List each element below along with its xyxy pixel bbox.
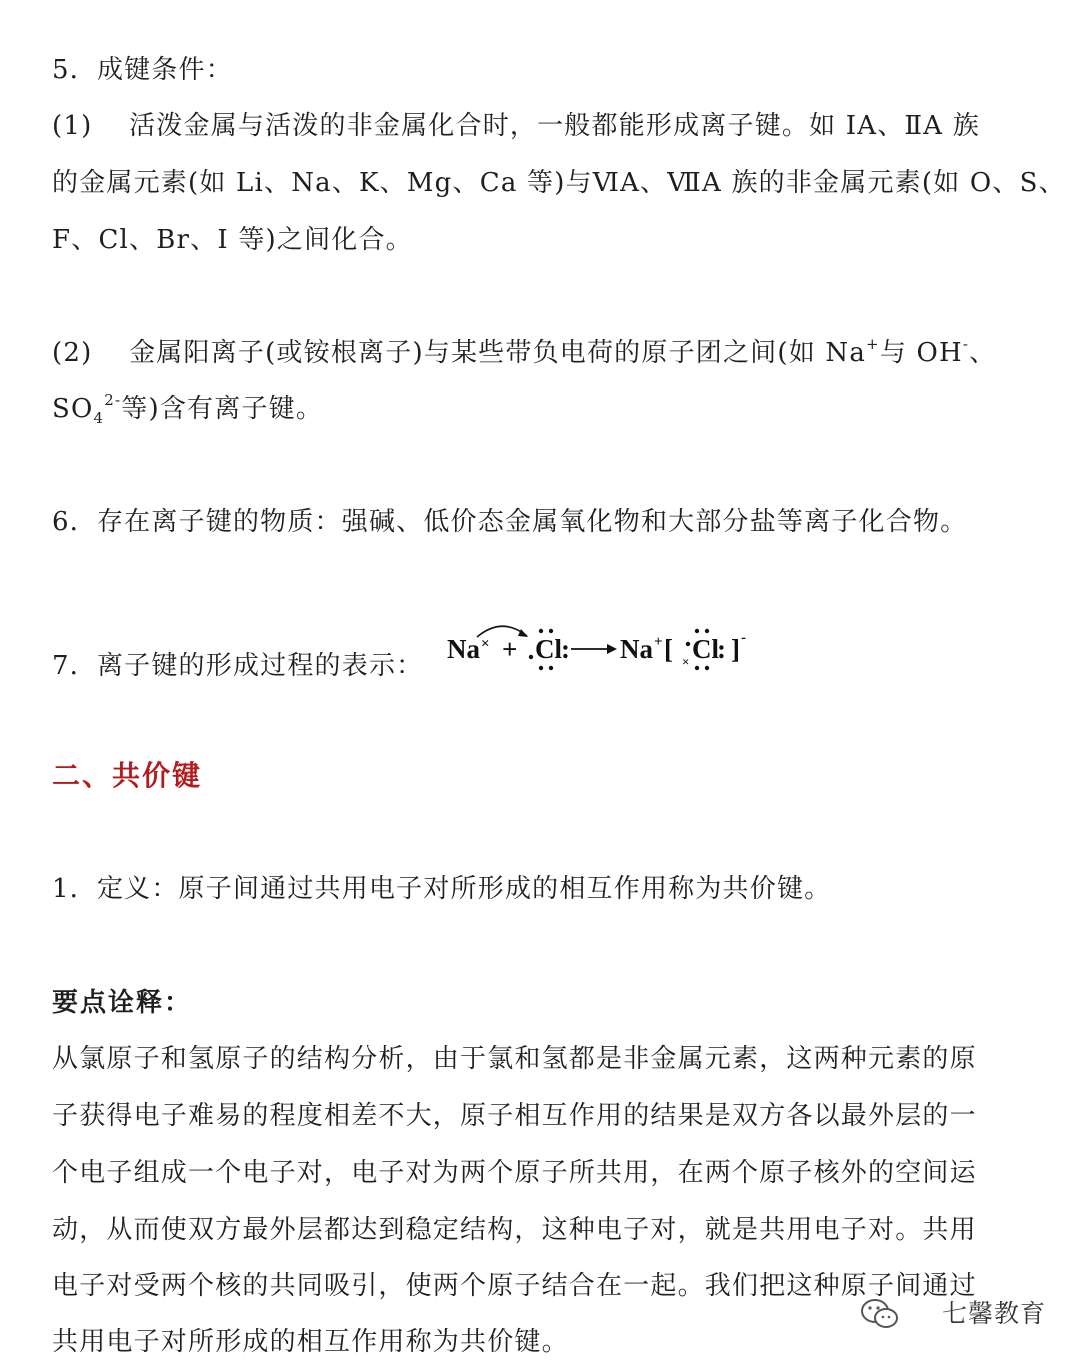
na-symbol: Na xyxy=(447,634,480,664)
text: 与 OH xyxy=(879,338,963,368)
text: 、 xyxy=(969,338,997,368)
cl-ion-colon: : xyxy=(717,634,726,664)
note-line-4: 动，从而使双方最外层都达到稳定结构，这种电子对，就是共用电子对。共用 xyxy=(52,1215,977,1245)
line-item5-p1-3: F、Cl、Br、I 等)之间化合。 xyxy=(52,225,413,255)
subscript: 4 xyxy=(93,409,105,427)
superscript: - xyxy=(962,335,970,353)
line-covalent-item1: 1．定义：原子间通过共用电子对所形成的相互作用称为共价键。 xyxy=(52,874,832,904)
line-item5-p2-1 xyxy=(52,335,996,374)
cl-symbol: Cl xyxy=(535,634,562,664)
text: 等)含有离子键。 xyxy=(121,394,324,424)
line-item6: 6．存在离子键的物质：强碱、低价态金属氧化物和大部分盐等离子化合物。 xyxy=(52,507,968,537)
ionic-formation-equation xyxy=(447,622,767,678)
bracket-close: ] xyxy=(731,634,740,664)
note-line-2: 子获得电子难易的程度相差不大，原子相互作用的结果是双方各以最外层的一 xyxy=(52,1101,977,1131)
superscript: 2- xyxy=(104,391,122,409)
note-line-3: 个电子组成一个电子对，电子对为两个原子所共用，在两个原子核外的空间运 xyxy=(52,1158,977,1188)
plus-sign: + xyxy=(502,634,518,664)
na-valence-electron: × xyxy=(481,636,490,652)
note-line-1: 从氯原子和氢原子的结构分析，由于氯和氢都是非金属元素，这两种元素的原 xyxy=(52,1044,977,1074)
cl-colon: : xyxy=(561,634,570,664)
line-item5-p2-2 xyxy=(52,391,323,430)
text: (2) 金属阳离子(或铵根离子)与某些带负电荷的原子团之间(如 Na xyxy=(52,338,867,368)
line-item5-p1-1: (1) 活泼金属与活泼的非金属化合时，一般都能形成离子键。如 IA、ⅡA 族 xyxy=(52,111,980,141)
note-heading: 要点诠释： xyxy=(52,988,193,1018)
na-ion-charge: + xyxy=(654,634,663,650)
bracket-open: [ xyxy=(664,634,673,664)
cl-ion-symbol: Cl xyxy=(692,634,719,664)
na-ion-symbol: Na xyxy=(620,634,653,664)
electron-dots-and-arrows xyxy=(447,622,767,678)
svg-text:×: × xyxy=(682,654,690,669)
line-item7: 7．离子键的形成过程的表示： xyxy=(52,651,424,681)
wechat-icon xyxy=(860,1297,900,1331)
note-line-5: 电子对受两个核的共同吸引，使两个原子结合在一起。我们把这种原子间通过 xyxy=(52,1271,977,1301)
line-item5-heading: 5．成键条件： xyxy=(52,55,233,85)
cl-ion-charge: - xyxy=(741,630,746,646)
note-line-6: 共用电子对所形成的相互作用称为共价键。 xyxy=(52,1327,569,1357)
section-heading-covalent: 二、共价键 xyxy=(52,759,203,792)
watermark-brand: 七馨教育 xyxy=(941,1299,1046,1328)
superscript: + xyxy=(866,335,880,353)
line-item5-p1-2: 的金属元素(如 Li、Na、K、Mg、Ca 等)与ⅥA、ⅦA 族的非金属元素(如 O、S、 xyxy=(52,168,1066,198)
text: SO xyxy=(52,394,94,424)
